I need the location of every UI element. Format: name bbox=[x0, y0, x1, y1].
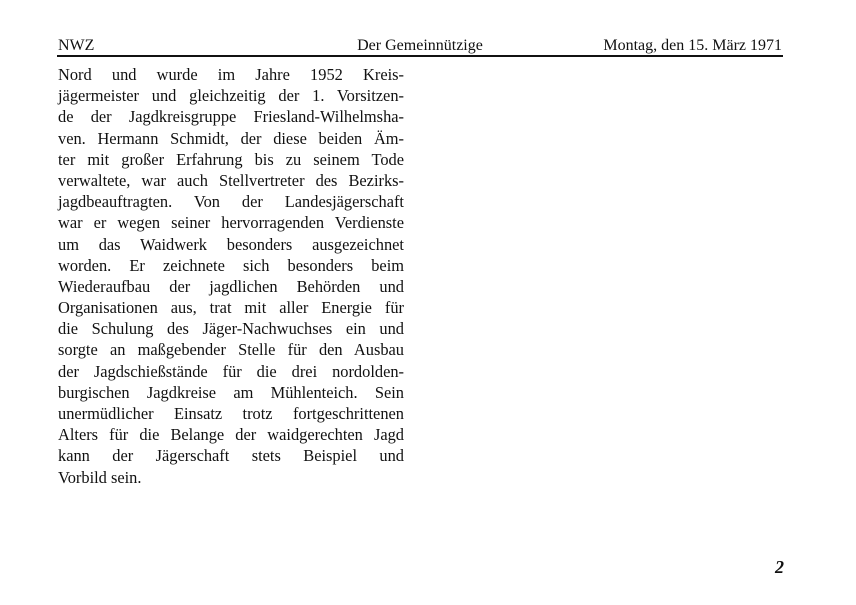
text-line: jagdbeauftragten. Von der Landesjägerschaft bbox=[58, 192, 404, 212]
text-line: ter mit großer Erfahrung bis zu seinem Tode bbox=[58, 149, 404, 169]
text-line: die Schulung des Jäger-Nachwuchses ein und bbox=[58, 319, 404, 339]
text-line: verwaltete, war auch Stellvertreter des Bezirks- bbox=[58, 170, 404, 190]
header-date: Montag, den 15. März 1971 bbox=[603, 37, 782, 54]
text-line: kann der Jägerschaft stets Beispiel und bbox=[58, 446, 404, 466]
text-line: Wiederaufbau der jagdlichen Behörden und bbox=[58, 276, 404, 296]
text-line: worden. Er zeichnete sich besonders beim bbox=[58, 255, 404, 275]
header-rule bbox=[57, 55, 783, 57]
text-line: ven. Hermann Schmidt, der diese beiden Äm- bbox=[58, 128, 404, 148]
article-column bbox=[58, 64, 404, 488]
text-line: burgischen Jagdkreise am Mühlenteich. Sein bbox=[58, 382, 404, 402]
text-line: de der Jagdkreisgruppe Friesland-Wilhelmsha- bbox=[58, 107, 404, 127]
header-publication: NWZ bbox=[58, 37, 95, 54]
text-line: unermüdlicher Einsatz trotz fortgeschrittenen bbox=[58, 404, 404, 423]
text-line: Alters für die Belange der waidgerechten Jagd bbox=[58, 425, 404, 445]
header-title: Der Gemeinnützige bbox=[357, 37, 483, 54]
text-line: sorgte an maßgebender Stelle für den Ausbau bbox=[58, 340, 404, 360]
page-number: 2 bbox=[775, 557, 784, 577]
text-line: jägermeister und gleichzeitig der 1. Vorsitzen- bbox=[58, 86, 404, 106]
text-line: um das Waidwerk besonders ausgezeichnet bbox=[58, 234, 404, 254]
text-line: Organisationen aus, trat mit aller Energie für bbox=[58, 298, 404, 318]
text-line: der Jagdschießstände für die drei nordolden- bbox=[58, 361, 404, 381]
text-line-last: Vorbild sein. bbox=[58, 467, 142, 487]
page-header bbox=[58, 36, 782, 56]
text-line: Nord und wurde im Jahre 1952 Kreis- bbox=[58, 65, 404, 84]
text-line: war er wegen seiner hervorragenden Verdienste bbox=[58, 213, 404, 233]
